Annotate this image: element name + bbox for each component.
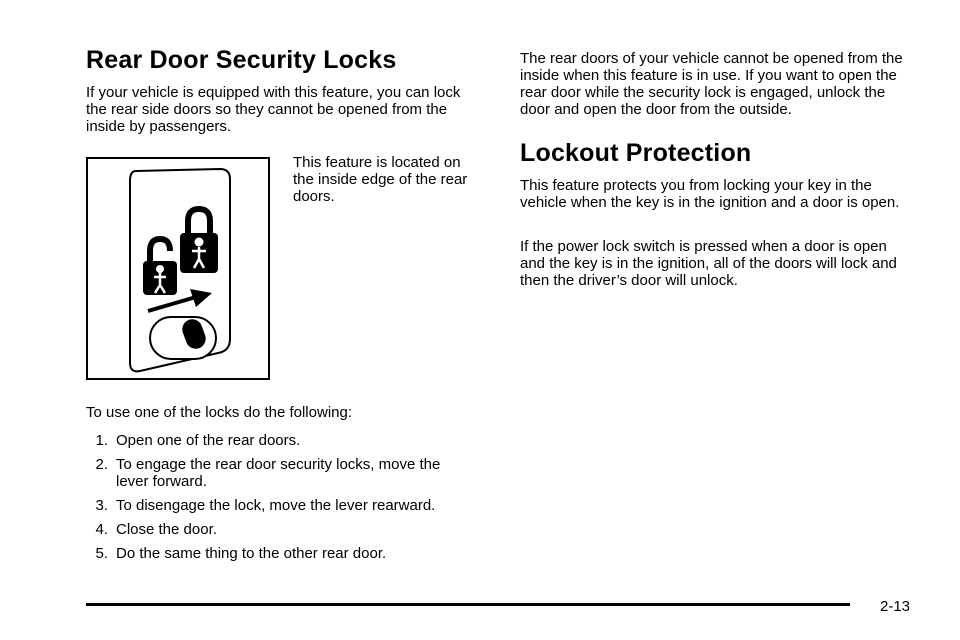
step-text: To engage the rear door security locks, move the lever forward. bbox=[116, 456, 441, 490]
step-text: Open one of the rear doors. bbox=[116, 432, 301, 449]
intro-paragraph: If your vehicle is equipped with this feature, you can lock the rear side doors so they cannot be opened from the inside by passengers. bbox=[86, 84, 461, 135]
section-title-lockout-protection: Lockout Protection bbox=[520, 139, 752, 167]
steps-lead: To use one of the locks do the following: bbox=[86, 404, 353, 421]
footer-rule bbox=[86, 603, 850, 606]
list-item-step-3 bbox=[86, 497, 476, 514]
list-item-step-2 bbox=[86, 456, 476, 490]
lockout-paragraph-1: This feature protects you from locking your key in the vehicle when the key is in the ignition and a door is open. bbox=[520, 177, 900, 211]
step-number: 3. bbox=[95, 497, 108, 514]
step-text: Close the door. bbox=[116, 521, 217, 538]
security-lock-illustration bbox=[86, 157, 270, 380]
step-number: 2. bbox=[95, 456, 108, 473]
step-text: Do the same thing to the other rear door. bbox=[116, 545, 387, 562]
list-item-step-5 bbox=[86, 545, 476, 562]
lockout-paragraph-2: If the power lock switch is pressed when a door is open and the key is in the ignition, all of the doors will lock and then the driver’s door will unlock. bbox=[520, 238, 897, 289]
figure-caption: This feature is located on the inside edge of the rear doors. bbox=[293, 154, 468, 205]
child-lock-lever-icon bbox=[88, 159, 268, 378]
step-number: 1. bbox=[95, 432, 108, 449]
step-number: 5. bbox=[95, 545, 108, 562]
list-item-step-4 bbox=[86, 521, 476, 538]
step-number: 4. bbox=[95, 521, 108, 538]
list-item-step-1 bbox=[86, 432, 476, 449]
page-number: 2-13 bbox=[880, 598, 911, 615]
section-title-rear-door-security-locks: Rear Door Security Locks bbox=[86, 46, 397, 74]
rear-door-paragraph: The rear doors of your vehicle cannot be opened from the inside when this feature is in use. If you want to open the rear door while the security lock is engaged, unlock the door and open the door from the outside. bbox=[520, 50, 903, 118]
step-text: To disengage the lock, move the lever rearward. bbox=[116, 497, 436, 514]
